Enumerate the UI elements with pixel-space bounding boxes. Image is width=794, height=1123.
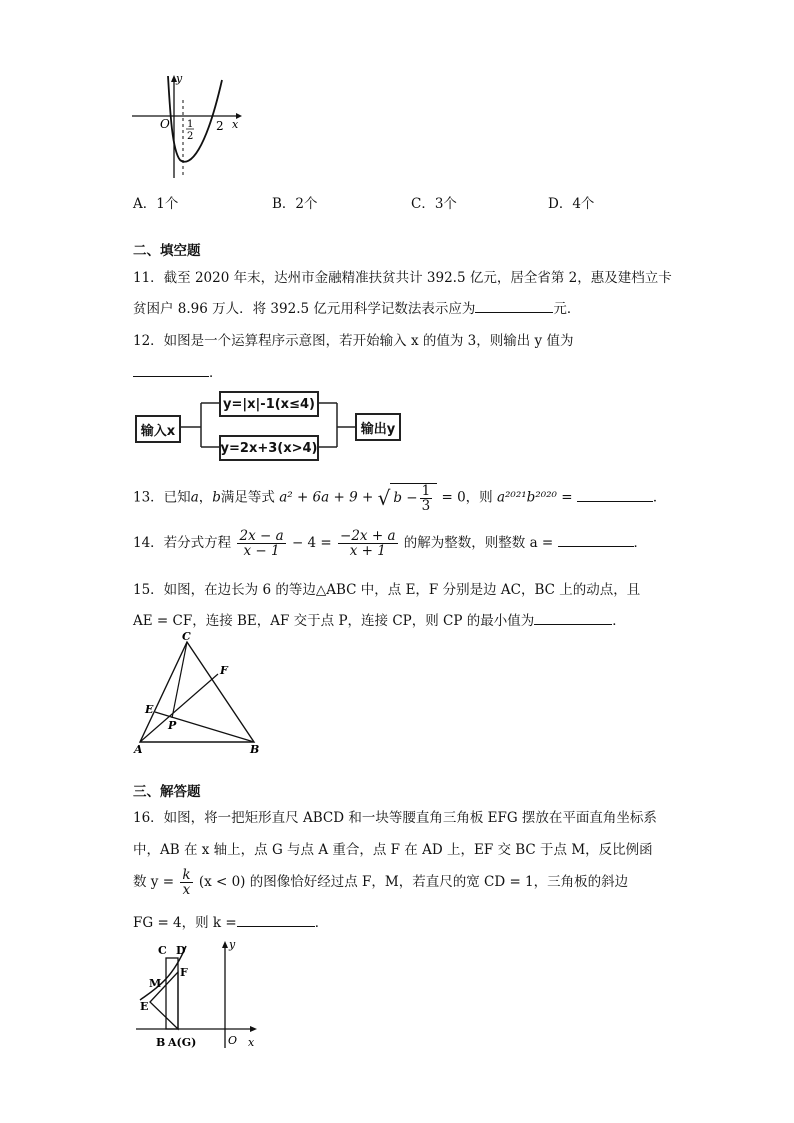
q13-line: 13．已知a，b满足等式 a² + 6a + 9 + √ b − $\frac{1}{3}$ = 0，则 a²⁰²¹b²⁰²⁰ = ． [133,483,667,514]
q11-line2: 贫困户 8.96 万人．将 392.5 亿元用科学记数法表示应为 元． [133,301,581,317]
option-a: A．1个 [133,196,179,212]
q12-answer-blank[interactable] [133,364,209,377]
q15-line1: 15．如图，在边长为 6 的等边△ABC 中，点 E，F 分别是边 AC，BC 上的动点，且 [133,582,641,598]
svg-text:C: C [182,632,191,643]
q11-line1: 11．截至 2020 年末，达州市金融精准扶贫共计 392.5 亿元，居全省第 2，惠及建档立卡 [133,270,672,286]
sqrt-expr: b − $\frac{1}{3}$ [390,483,437,513]
q13-answer-blank[interactable] [577,489,653,502]
svg-text:F: F [180,966,188,979]
svg-text:y: y [229,938,236,951]
section-title-solve: 三、解答题 [133,784,201,800]
q12-line2: ． [133,361,223,381]
svg-text:A: A [134,743,143,756]
q14-line: 14．若分式方程 $\frac{2x - a}{x - 1}$ − 4 = $\frac{-2x + a}{x + 1}$ 的解为整数，则整数 a = ． [133,528,648,559]
q16-line2: 中，AB 在 x 轴上，点 G 与点 A 重合，点 F 在 AD 上，EF 交 BC 于点 M，反比例函 [133,842,653,858]
svg-text:P: P [168,719,177,732]
branch-top-box: y=|x|-1(x≤4) [219,391,319,417]
q15-line2: AE = CF，连接 BE，AF 交于点 P，连接 CP，则 CP 的最小值为 ． [133,613,626,629]
q16-ruler-figure [132,936,262,1054]
y-label: y [176,72,183,85]
input-box: 输入x [135,415,181,443]
svg-text:E: E [140,1000,149,1013]
svg-text:E: E [145,703,154,716]
origin-label: O [160,117,170,131]
option-b: B．2个 [272,196,318,212]
half-den: 2 [187,131,194,142]
segment-cp [172,642,187,718]
svg-text:A(G): A(G) [168,1036,197,1049]
q16-line1: 16．如图，将一把矩形直尺 ABCD 和一块等腰直角三角板 EFG 摆放在平面直角坐标系 [133,810,657,826]
q12-line1: 12．如图是一个运算程序示意图，若开始输入 x 的值为 3，则输出 y 值为 [133,333,574,349]
two-label: 2 [216,119,224,133]
q14-answer-blank[interactable] [558,534,634,547]
q16-answer-blank[interactable] [237,914,315,927]
q10-function-graph [128,70,248,182]
half-num: 1 [187,119,194,130]
option-d: D．4个 [548,196,595,212]
option-c: C．3个 [411,196,457,212]
output-box: 输出y [355,413,401,441]
svg-text:B: B [250,743,260,756]
q11-answer-blank[interactable] [475,300,553,313]
svg-text:B: B [156,1036,166,1049]
q16-line4: FG = 4，则 k = ． [133,915,329,931]
x-label: x [232,118,239,131]
svg-text:C: C [158,944,167,957]
svg-text:O: O [228,1034,238,1047]
section-title-fill-blank: 二、填空题 [133,243,201,259]
q11-text: 贫困户 8.96 万人．将 392.5 亿元用科学记数法表示应为 [133,301,476,317]
svg-text:M: M [149,977,162,990]
svg-text:x: x [248,1036,255,1049]
function-curve [168,76,222,162]
svg-text:F: F [220,664,228,677]
branch-bottom-box: y=2x+3(x>4) [219,435,319,461]
q15-answer-blank[interactable] [534,612,612,625]
q16-line3: 数 y = $\frac{k}{x}$ (x < 0) 的图像恰好经过点 F，M，若直尺的宽 CD = 1，三角板的斜边 [133,867,629,898]
svg-text:D: D [176,944,186,957]
q15-triangle-figure [130,632,270,756]
